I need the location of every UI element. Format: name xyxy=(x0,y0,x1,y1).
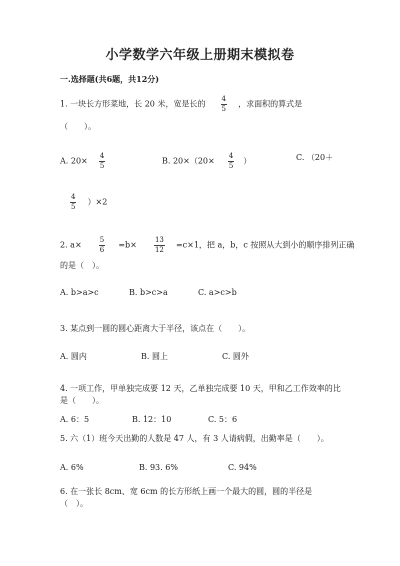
q2-prefix: 2. a× xyxy=(60,240,82,250)
q1-option-a xyxy=(60,152,105,171)
q1-option-b-fraction xyxy=(228,152,234,171)
q4-option-b: B. 12：10 xyxy=(132,415,172,424)
q6-line-2: （ ）。 xyxy=(60,499,88,508)
q2-fraction-2 xyxy=(154,236,165,255)
q2-post: =c×1，把 a，b，c 按照从大到小的顺序排列正确 xyxy=(175,240,355,250)
q1-blank: （ ）。 xyxy=(60,122,96,131)
q1-option-c-suffix: ）×2 xyxy=(87,197,108,207)
q2-option-c: C. a>c>b xyxy=(198,288,237,297)
q1-option-c-cont xyxy=(70,193,107,212)
q1-option-c: C. （20＋ xyxy=(296,153,334,162)
q4-line-2: 是（ ）。 xyxy=(60,396,104,405)
q5-option-c: C. 94% xyxy=(228,463,257,472)
q1-fraction xyxy=(221,95,227,114)
section-heading: 一.选择题(共6题，共12分) xyxy=(60,74,160,84)
q2-mid: =b× xyxy=(118,240,137,250)
q1-fraction-den: 5 xyxy=(221,105,227,113)
question-6: 6. 在一张长 8cm、宽 6cm 的长方形纸上画一个最大的圆，圆的半径是 xyxy=(60,487,313,496)
q2-f1-den: 6 xyxy=(99,246,105,254)
q1-option-b xyxy=(162,152,251,171)
q1-option-b-den: 5 xyxy=(228,162,234,170)
q1-option-c-num: 4 xyxy=(71,193,76,201)
q1-option-c-den: 5 xyxy=(71,203,76,211)
q3-option-a: A. 圆内 xyxy=(60,352,87,361)
q3-option-c: C. 圆外 xyxy=(222,352,249,361)
question-5: 5. 六（1）班今天出勤的人数是 47 人，有 3 人请病假，出勤率是（ ）。 xyxy=(60,434,329,443)
q1-text-a: 1. 一块长方形菜地，长 20 米，宽是长的 xyxy=(60,99,206,109)
q2-line-2: 的是（ ）。 xyxy=(60,261,104,270)
question-2 xyxy=(60,236,354,255)
question-3: 3. 某点到一圆的圆心距离大于半径，该点在（ ）。 xyxy=(60,324,251,333)
q5-option-b: B. 93. 6% xyxy=(139,463,178,472)
q1-option-b-prefix: B. 20×（20× xyxy=(162,156,215,166)
page-title: 小学数学六年级上册期末模拟卷 xyxy=(105,48,295,63)
q1-option-a-num: 4 xyxy=(99,152,105,160)
q4-option-a: A. 6：5 xyxy=(60,415,90,424)
q1-option-c-fraction xyxy=(70,193,76,212)
q2-f1-num: 5 xyxy=(99,236,105,244)
q1-fraction-num: 4 xyxy=(221,95,227,103)
question-4: 4. 一项工作，甲单独完成要 12 天，乙单独完成要 10 天，甲和乙工作效率的比 xyxy=(60,384,341,393)
q1-option-a-prefix: A. 20× xyxy=(60,156,88,166)
q2-fraction-1 xyxy=(99,236,105,255)
q3-option-b: B. 圆上 xyxy=(141,352,168,361)
q2-option-a: A. b>a>c xyxy=(60,288,99,297)
q2-option-b: B. b>c>a xyxy=(129,288,168,297)
q1-option-a-den: 5 xyxy=(99,162,105,170)
q5-option-a: A. 6% xyxy=(60,463,84,472)
q1-option-b-num: 4 xyxy=(228,152,234,160)
q2-f2-num: 13 xyxy=(154,236,164,244)
q1-text-b: ，求面积的算式是 xyxy=(238,99,303,109)
q1-option-b-suffix: ） xyxy=(243,156,252,166)
q2-f2-den: 12 xyxy=(154,246,164,254)
q1-option-a-fraction xyxy=(99,152,105,171)
question-1 xyxy=(60,95,302,114)
q4-option-c: C. 5：6 xyxy=(208,415,238,424)
